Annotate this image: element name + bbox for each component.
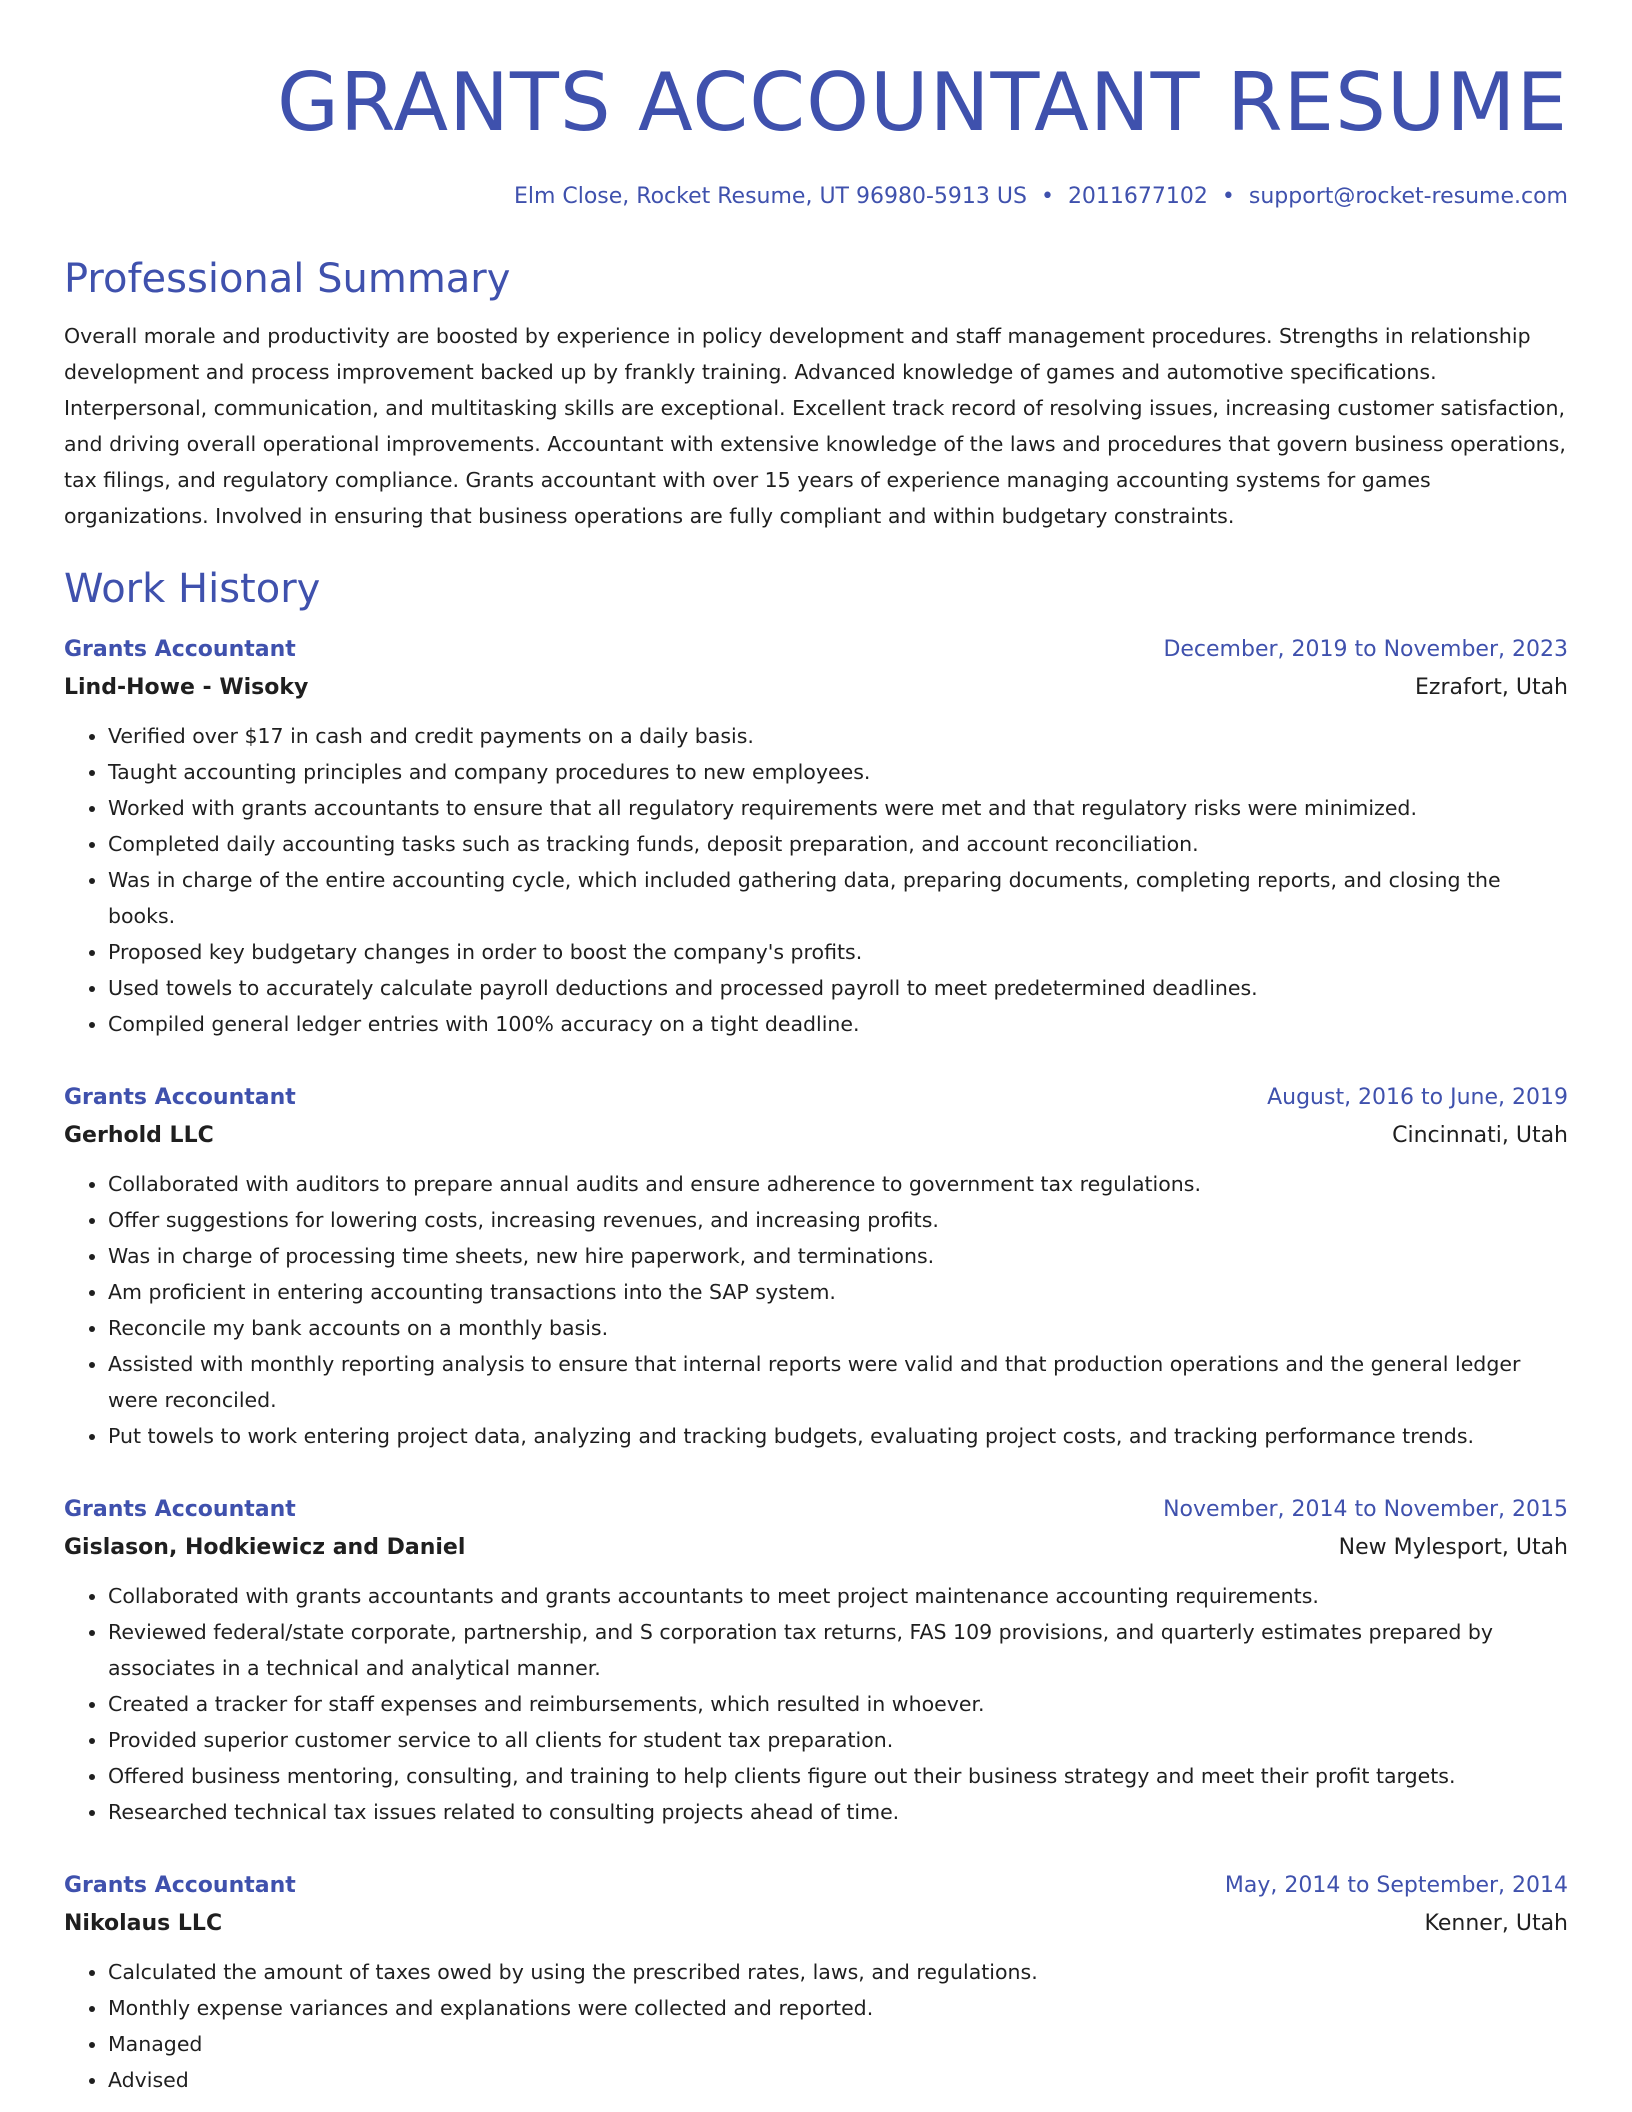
job-bullets [64, 1578, 1568, 1830]
job-company: Gerhold LLC [64, 1123, 214, 1148]
job-header-row [64, 1492, 1568, 1528]
job-header-row [64, 1868, 1568, 1904]
job-dates: August, 2016 to June, 2019 [1267, 1085, 1568, 1110]
job-entry [64, 1492, 1568, 1830]
job-bullet: • Collaborated with grants accountants and grants accountants to meet project maintenance accounting requirements. [108, 1578, 1568, 1614]
job-company: Nikolaus LLC [64, 1911, 223, 1936]
job-bullet: • Was in charge of the entire accounting cycle, which included gathering data, preparing documents, completing reports, and closing the books. [108, 862, 1568, 934]
job-bullet: • Was in charge of processing time sheets, new hire paperwork, and terminations. [108, 1238, 1568, 1274]
job-dates: November, 2014 to November, 2015 [1163, 1497, 1568, 1522]
job-bullet: • Assisted with monthly reporting analysis to ensure that internal reports were valid and that production operations and the general ledger were reconciled. [108, 1346, 1568, 1418]
job-title: Grants Accountant [64, 1873, 296, 1898]
job-bullet: • Used towels to accurately calculate payroll deductions and processed payroll to meet predetermined deadlines. [108, 970, 1568, 1006]
job-company-row [64, 1116, 1568, 1156]
job-bullet: • Compiled general ledger entries with 100% accuracy on a tight deadline. [108, 1006, 1568, 1042]
job-bullet: • Offered business mentoring, consulting, and training to help clients figure out their business strategy and meet their profit targets. [108, 1758, 1568, 1794]
job-bullet: • Verified over $17 in cash and credit payments on a daily basis. [108, 718, 1568, 754]
job-dates: May, 2014 to September, 2014 [1224, 1873, 1568, 1898]
job-bullet: • Taught accounting principles and company procedures to new employees. [108, 754, 1568, 790]
job-bullet: • Completed daily accounting tasks such as tracking funds, deposit preparation, and account reconciliation. [108, 826, 1568, 862]
work-history-list [64, 632, 1568, 2098]
job-bullet: • Reconcile my bank accounts on a monthly basis. [108, 1310, 1568, 1346]
job-title: Grants Accountant [64, 637, 296, 662]
job-bullet: • Created a tracker for staff expenses and reimbursements, which resulted in whoever. [108, 1686, 1568, 1722]
job-bullet: • Offer suggestions for lowering costs, increasing revenues, and increasing profits. [108, 1202, 1568, 1238]
job-bullet: • Monthly expense variances and explanations were collected and reported. [108, 1990, 1568, 2026]
contact-email: support@rocket-resume.com [1248, 184, 1568, 209]
job-company-row [64, 668, 1568, 708]
job-bullet: • Advised [108, 2062, 1568, 2098]
job-bullet: • Reviewed federal/state corporate, partnership, and S corporation tax returns, FAS 109 provisions, and quarterly estimates prepared by associates in a technical and analytical manner. [108, 1614, 1568, 1686]
job-bullet: • Proposed key budgetary changes in order to boost the company's profits. [108, 934, 1568, 970]
resume-page [64, 0, 1568, 2098]
job-title: Grants Accountant [64, 1085, 296, 1110]
job-location: Cincinnati, Utah [1392, 1123, 1568, 1148]
job-bullets [64, 1954, 1568, 2098]
job-location: New Mylesport, Utah [1338, 1535, 1568, 1560]
job-entry [64, 1868, 1568, 2098]
contact-line [64, 182, 1568, 212]
job-bullet: • Calculated the amount of taxes owed by using the prescribed rates, laws, and regulations. [108, 1954, 1568, 1990]
job-company-row [64, 1904, 1568, 1944]
job-bullet: • Am proficient in entering accounting transactions into the SAP system. [108, 1274, 1568, 1310]
contact-address: Elm Close, Rocket Resume, UT 96980-5913 US [513, 184, 1027, 209]
job-bullets [64, 718, 1568, 1042]
job-company: Gislason, Hodkiewicz and Daniel [64, 1535, 466, 1560]
contact-phone: 2011677102 [1067, 184, 1208, 209]
job-dates: December, 2019 to November, 2023 [1163, 637, 1568, 662]
resume-title: GRANTS ACCOUNTANT RESUME [277, 56, 1568, 149]
job-header-row [64, 1080, 1568, 1116]
job-company: Lind-Howe - Wisoky [64, 675, 309, 700]
contact-separator: • [1221, 184, 1235, 209]
job-bullet: • Managed [108, 2026, 1568, 2062]
job-title: Grants Accountant [64, 1497, 296, 1522]
job-company-row [64, 1528, 1568, 1568]
work-history-heading: Work History [64, 566, 321, 612]
job-bullet: • Provided superior customer service to all clients for student tax preparation. [108, 1722, 1568, 1758]
job-bullet: • Collaborated with auditors to prepare annual audits and ensure adherence to government tax regulations. [108, 1166, 1568, 1202]
summary-text: Overall morale and productivity are boosted by experience in policy development and staff management procedures. Strengths in relationship development and process improvement backed up by frankly training. Advanced knowledge of games and automotive specifications. Interpersonal, communication, and multitasking skills are exceptional. Excellent track record of resolving issues, increasing customer satisfaction, and driving overall operational improvements. Accountant with extensive knowledge of the laws and procedures that govern business operations, tax filings, and regulatory compliance. Grants accountant with over 15 years of experience managing accounting systems for games organizations. Involved in ensuring that business operations are fully compliant and within budgetary constraints. [64, 324, 1566, 528]
job-location: Kenner, Utah [1424, 1911, 1568, 1936]
job-bullet: • Put towels to work entering project data, analyzing and tracking budgets, evaluating project costs, and tracking performance trends. [108, 1418, 1568, 1454]
job-header-row [64, 632, 1568, 668]
summary-heading: Professional Summary [64, 256, 511, 302]
job-location: Ezrafort, Utah [1415, 675, 1568, 700]
contact-separator: • [1040, 184, 1054, 209]
job-bullets [64, 1166, 1568, 1454]
job-entry [64, 1080, 1568, 1454]
job-bullet: • Worked with grants accountants to ensure that all regulatory requirements were met and that regulatory risks were minimized. [108, 790, 1568, 826]
job-bullet: • Researched technical tax issues related to consulting projects ahead of time. [108, 1794, 1568, 1830]
job-entry [64, 632, 1568, 1042]
